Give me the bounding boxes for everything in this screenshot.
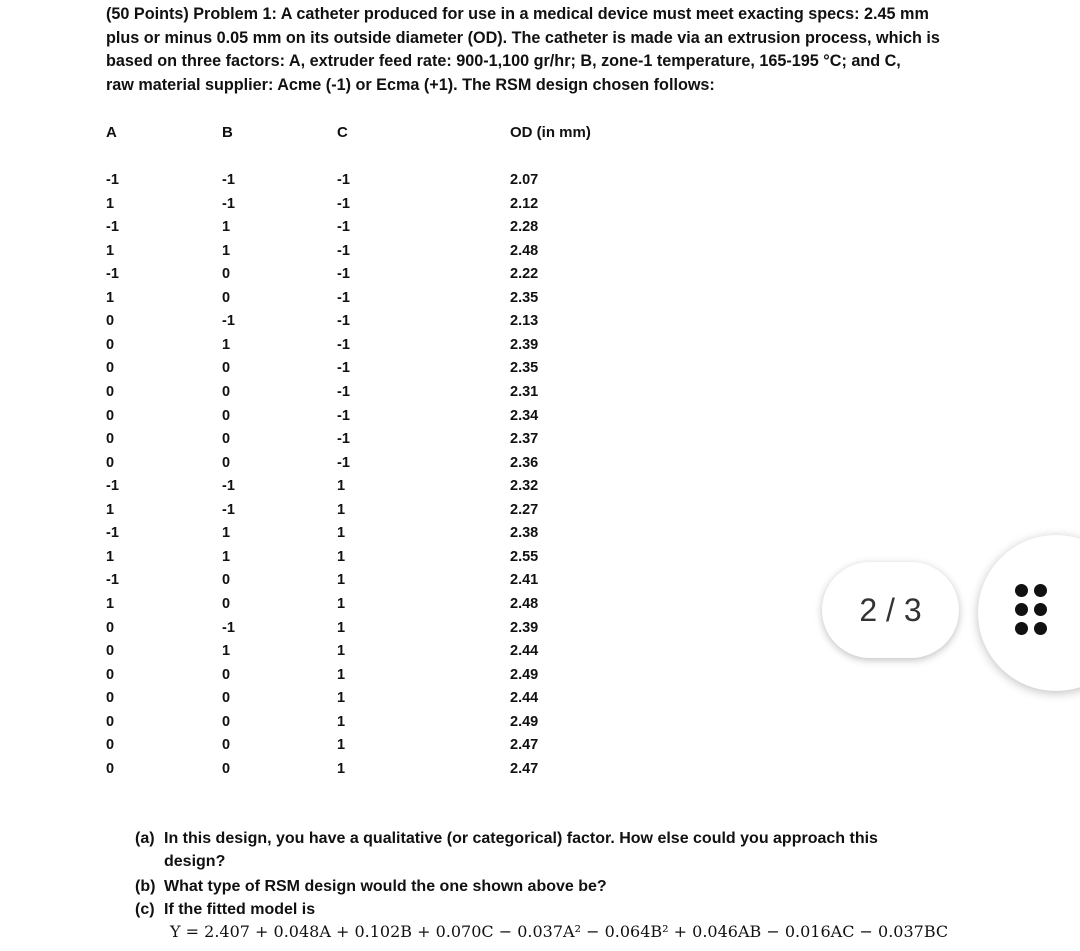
table-cell-factor-b: 0 (222, 713, 231, 730)
table-cell-factor-a: 0 (106, 666, 115, 683)
table-cell-factor-b: -1 (222, 619, 235, 636)
table-cell-od: 2.48 (510, 242, 539, 259)
table-cell-factor-a: 0 (106, 619, 115, 636)
table-cell-factor-a: 0 (106, 313, 115, 330)
table-cell-factor-a: 1 (106, 195, 115, 212)
table-cell-factor-c: 1 (337, 760, 346, 777)
table-cell-od: 2.32 (510, 478, 539, 495)
table-cell-factor-a: -1 (106, 478, 119, 495)
table-cell-factor-a: 1 (106, 501, 115, 518)
table-cell-factor-c: -1 (337, 407, 350, 424)
table-cell-factor-a: 0 (106, 713, 115, 730)
fitted-model-equation: Y = 2.407 + 0.048A + 0.102B + 0.070C − 0.037A² − 0.064B² + 0.046AB − 0.016AC − 0.037BC (170, 922, 949, 941)
table-cell-factor-b: -1 (222, 501, 235, 518)
table-cell-factor-c: -1 (337, 454, 350, 471)
table-cell-factor-c: 1 (337, 643, 346, 659)
table-cell-factor-c: 1 (337, 572, 346, 589)
table-cell-od: 2.31 (510, 384, 539, 400)
table-cell-od: 2.13 (510, 313, 539, 330)
table-cell-factor-b: -1 (222, 313, 235, 330)
table-cell-factor-c: 1 (337, 525, 346, 542)
page-indicator-label: 2 / 3 (859, 591, 922, 628)
table-cell-od: 2.07 (510, 172, 539, 188)
table-cell-factor-b: 0 (222, 407, 231, 424)
table-cell-factor-c: -1 (337, 266, 350, 283)
table-cell-factor-a: 0 (106, 760, 115, 777)
table-cell-od: 2.39 (510, 619, 539, 636)
table-cell-od: 2.38 (510, 525, 539, 542)
table-cell-factor-a: -1 (106, 525, 119, 542)
table-cell-od: 2.49 (510, 713, 539, 730)
question-c-text: If the fitted model is (164, 901, 316, 918)
table-cell-factor-a: 0 (106, 407, 115, 424)
table-cell-factor-c: 1 (337, 478, 346, 495)
table-cell-factor-a: -1 (106, 219, 119, 236)
table-cell-factor-c: 1 (337, 737, 346, 754)
table-cell-factor-c: 1 (337, 713, 346, 730)
table-cell-factor-b: -1 (222, 195, 235, 212)
table-cell-factor-c: 1 (337, 666, 346, 683)
table-cell-factor-c: 1 (337, 690, 346, 707)
table-cell-factor-b: 1 (222, 643, 231, 659)
table-cell-od: 2.36 (510, 454, 539, 471)
table-cell-factor-c: 1 (337, 595, 346, 612)
table-cell-factor-b: 0 (222, 737, 231, 754)
table-cell-od: 2.37 (510, 431, 539, 448)
table-cell-od: 2.48 (510, 595, 539, 612)
table-cell-od: 2.41 (510, 572, 539, 589)
table-cell-factor-b: 0 (222, 572, 231, 589)
table-cell-od: 2.12 (510, 195, 539, 212)
table-cell-factor-b: 0 (222, 384, 231, 400)
table-cell-od: 2.47 (510, 760, 539, 777)
table-cell-factor-a: -1 (106, 172, 119, 188)
table-cell-factor-b: 0 (222, 454, 231, 471)
table-cell-od: 2.55 (510, 548, 539, 565)
page-indicator (822, 562, 959, 658)
problem-line-3: based on three factors: A, extruder feed rate: 900-1,100 gr/hr; B, zone-1 temperature, 165-195 °C; and C, (106, 52, 901, 70)
table-cell-factor-c: -1 (337, 195, 350, 212)
table-cell-factor-b: 0 (222, 431, 231, 448)
table-cell-factor-b: 0 (222, 666, 231, 683)
table-cell-factor-a: -1 (106, 572, 119, 589)
table-cell-factor-a: 0 (106, 454, 115, 471)
question-a-label: (a) (135, 830, 155, 847)
table-cell-factor-c: -1 (337, 172, 350, 188)
table-cell-factor-a: 1 (106, 548, 115, 565)
question-a-continued: design? (164, 853, 226, 870)
table-cell-od: 2.35 (510, 289, 539, 306)
problem-line-2: plus or minus 0.05 mm on its outside diameter (OD). The catheter is made via an extrusion process, which is (106, 28, 940, 47)
table-cell-factor-c: -1 (337, 219, 350, 236)
table-cell-factor-b: 1 (222, 242, 231, 259)
table-cell-factor-c: -1 (337, 431, 350, 448)
table-cell-factor-a: 0 (106, 336, 115, 353)
table-cell-factor-c: -1 (337, 242, 350, 259)
table-cell-factor-c: -1 (337, 313, 350, 330)
table-cell-factor-a: -1 (106, 266, 119, 283)
question-b-text: What type of RSM design would the one shown above be? (164, 878, 607, 895)
table-cell-factor-a: 0 (106, 643, 115, 659)
column-header-factor-c: C (337, 124, 348, 141)
table-cell-factor-c: 1 (337, 548, 346, 565)
question-a-text: In this design, you have a qualitative (or categorical) factor. How else could you approach this (164, 830, 878, 847)
table-cell-factor-b: 0 (222, 266, 231, 283)
table-cell-factor-c: -1 (337, 384, 350, 400)
table-cell-factor-a: 1 (106, 595, 115, 612)
problem-line-4: raw material supplier: Acme (-1) or Ecma (+1). The RSM design chosen follows: (106, 75, 715, 94)
question-c (135, 898, 315, 922)
table-cell-factor-a: 1 (106, 289, 115, 306)
column-header-factor-b: B (222, 124, 233, 141)
app-menu-button[interactable] (978, 535, 1080, 691)
table-cell-od: 2.22 (510, 266, 539, 283)
column-header-factor-a: A (106, 124, 117, 141)
table-cell-factor-a: 0 (106, 384, 115, 400)
table-cell-factor-a: 0 (106, 431, 115, 448)
table-cell-od: 2.49 (510, 666, 539, 683)
table-cell-od: 2.28 (510, 219, 539, 236)
table-cell-od: 2.47 (510, 737, 539, 754)
table-cell-factor-b: 0 (222, 360, 231, 377)
table-cell-factor-b: 1 (222, 219, 231, 236)
table-cell-factor-b: -1 (222, 172, 235, 188)
table-cell-factor-b: -1 (222, 478, 235, 495)
column-header-od: OD (in mm) (510, 124, 591, 141)
table-cell-factor-b: 1 (222, 525, 231, 542)
table-cell-od: 2.44 (510, 690, 539, 707)
table-cell-factor-c: -1 (337, 360, 350, 377)
table-cell-factor-b: 0 (222, 595, 231, 612)
table-cell-factor-a: 0 (106, 737, 115, 754)
table-cell-factor-b: 0 (222, 289, 231, 306)
table-cell-factor-b: 1 (222, 336, 231, 353)
table-cell-od: 2.27 (510, 501, 539, 518)
table-cell-factor-c: -1 (337, 289, 350, 306)
table-cell-factor-b: 0 (222, 760, 231, 777)
table-cell-factor-a: 0 (106, 690, 115, 707)
table-cell-od: 2.34 (510, 407, 539, 424)
question-c-label: (c) (135, 901, 155, 918)
table-cell-factor-a: 0 (106, 360, 115, 377)
table-cell-od: 2.35 (510, 360, 539, 377)
problem-line-1: (50 Points) Problem 1: A catheter produced for use in a medical device must meet exacting specs: 2.45 mm (106, 5, 929, 23)
table-cell-factor-c: 1 (337, 619, 346, 636)
problem-statement (106, 3, 986, 97)
question-b-label: (b) (135, 878, 156, 895)
question-b (135, 875, 607, 899)
table-cell-factor-b: 1 (222, 548, 231, 565)
question-a (135, 827, 878, 851)
table-cell-factor-a: 1 (106, 242, 115, 259)
table-cell-factor-b: 0 (222, 690, 231, 707)
table-cell-factor-c: 1 (337, 501, 346, 518)
table-cell-factor-c: -1 (337, 336, 350, 353)
table-cell-od: 2.44 (510, 643, 539, 659)
table-cell-od: 2.39 (510, 336, 539, 353)
